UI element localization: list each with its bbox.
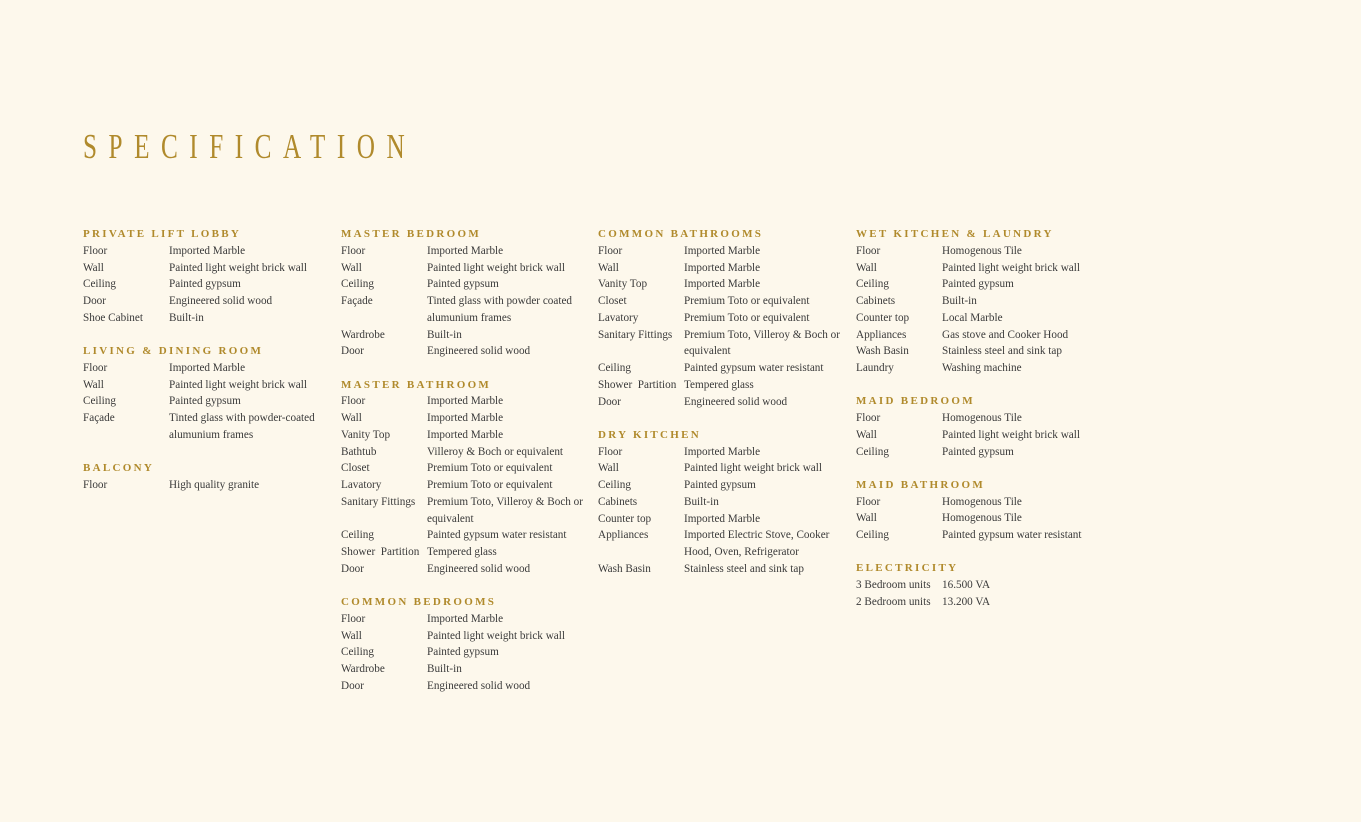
spec-value: Imported Marble [169,244,246,257]
spec-row [598,527,848,561]
spec-row [341,611,591,628]
spec-value: Engineered solid wood [427,345,531,358]
spec-value: Painted gypsum water resistant [942,529,1082,541]
spec-label: Floor [598,445,623,458]
spec-value: Built-in [684,495,719,508]
spec-label: Door [83,295,106,307]
spec-label: Closet [598,295,627,307]
spec-value: Imported Marble [684,261,761,274]
spec-row [341,460,591,477]
spec-row [598,276,848,293]
spec-label: Appliances [856,328,907,341]
section-private-lift-lobby [83,226,333,327]
spec-label: Wall [83,261,104,274]
spec-value: Premium Toto or equivalent [427,462,553,475]
spec-value: Homogenous Tile [942,244,1022,257]
spec-row [341,628,591,645]
spec-value: Homogenous Tile [942,495,1022,508]
spec-row [341,293,591,327]
spec-row [83,393,333,410]
spec-label: Wall [83,378,104,391]
spec-label: Door [341,345,364,358]
section-title: WET KITCHEN & LAUNDRY [856,228,1054,240]
spec-value: Painted gypsum water resistant [684,362,824,374]
spec-value: Imported Marble [684,244,761,257]
spec-label: Wall [856,428,877,441]
spec-row [341,327,591,344]
spec-label: Floor [856,412,881,424]
spec-column-3 [598,226,848,594]
spec-row [856,427,1106,444]
spec-row [598,377,848,394]
spec-label: Ceiling [856,445,889,458]
spec-value: Painted gypsum [942,445,1014,458]
spec-value: Homogenous Tile [942,512,1022,525]
spec-label: Wall [598,261,619,274]
spec-value: Imported Marble [169,361,246,374]
spec-label: 2 Bedroom units [856,595,931,608]
spec-value: Painted light weight brick wall [942,261,1080,274]
spec-row [598,243,848,260]
spec-row [83,243,333,260]
spec-value: Imported Electric Stove, Cooker Hood, Oven, Refrigerator [684,529,830,558]
spec-label: Bathtub [341,445,377,458]
spec-row [83,310,333,327]
spec-row [341,544,591,561]
spec-label: Ceiling [341,278,374,291]
spec-column-2 [341,226,591,711]
spec-row [341,343,591,360]
spec-row [341,527,591,544]
spec-value: Tempered glass [684,378,754,391]
spec-label: Floor [341,612,366,625]
spec-label: Shower Partition [341,546,420,558]
spec-label: Wall [856,261,877,274]
spec-value: Imported Marble [427,612,504,625]
spec-label: Ceiling [598,479,631,491]
spec-label: Floor [83,244,108,257]
spec-label: Vanity Top [598,278,648,291]
spec-row [856,360,1106,377]
spec-value: Imported Marble [427,395,504,408]
spec-row [856,444,1106,461]
spec-label: Ceiling [598,362,631,374]
spec-row [83,276,333,293]
spec-label: Ceiling [341,646,374,659]
spec-row [341,561,591,578]
spec-label: Wall [598,462,619,475]
spec-row [598,360,848,377]
section-title: ELECTRICITY [856,562,959,575]
spec-row [83,410,333,444]
spec-value: Premium Toto or equivalent [427,479,553,491]
spec-value: High quality granite [169,478,260,491]
spec-row [598,494,848,511]
spec-label: Floor [856,495,881,508]
section-master-bathroom [341,377,591,578]
spec-row [341,644,591,661]
spec-label: Shower Partition [598,378,677,391]
spec-value: Premium Toto or equivalent [684,295,810,307]
spec-value: 16.500 VA [942,579,991,591]
spec-row [598,260,848,277]
spec-label: Shoe Cabinet [83,311,143,324]
spec-value: Stainless steel and sink tap [684,562,804,575]
spec-value: Imported Marble [684,445,761,458]
spec-label: Door [341,679,364,692]
spec-label: Wash Basin [598,562,651,575]
spec-value: Washing machine [942,362,1022,374]
spec-value: Homogenous Tile [942,412,1022,424]
section-title: LIVING & DINING ROOM [83,345,264,357]
spec-row [341,678,591,695]
spec-row [341,477,591,494]
spec-label: Façade [83,412,115,424]
spec-value: Tinted glass with powder-coated alumunium frames [169,412,315,441]
spec-label: Floor [341,244,366,257]
spec-value: Built-in [427,328,462,341]
spec-label: Door [341,562,364,575]
spec-row [341,410,591,427]
spec-row [598,477,848,494]
spec-label: Ceiling [856,278,889,291]
spec-row [341,243,591,260]
spec-label: Wardrobe [341,663,385,675]
spec-row [856,527,1106,544]
spec-value: Painted gypsum [427,646,499,659]
spec-label: Wall [341,412,362,424]
spec-value: Engineered solid wood [684,395,788,408]
spec-value: Painted light weight brick wall [942,428,1080,441]
spec-value: Local Marble [942,311,1003,324]
section-title: MAID BEDROOM [856,395,975,408]
spec-row [83,377,333,394]
spec-row [856,577,1106,594]
spec-value: Villeroy & Boch or equivalent [427,445,564,458]
section-title: PRIVATE LIFT LOBBY [83,228,242,240]
section-electricity [856,560,1106,610]
spec-label: Façade [341,295,373,307]
section-title: MAID BATHROOM [856,478,985,491]
spec-value: Imported Marble [427,412,504,424]
spec-value: Painted gypsum [427,278,499,291]
spec-row [856,494,1106,511]
spec-label: Ceiling [83,395,116,408]
spec-row [856,310,1106,327]
spec-row [341,260,591,277]
spec-column-1 [83,226,333,510]
spec-label: Appliances [598,529,649,542]
spec-value: Painted gypsum [169,395,241,408]
section-title: DRY KITCHEN [598,428,702,441]
spec-value: 13.200 VA [942,595,991,608]
spec-label: 3 Bedroom units [856,579,931,591]
spec-label: Wall [341,261,362,274]
spec-row [341,427,591,444]
spec-value: Built-in [942,295,977,307]
spec-row [856,260,1106,277]
spec-value: Premium Toto, Villeroy & Boch or equivalent [684,328,840,358]
spec-label: Lavatory [341,479,382,491]
spec-value: Painted light weight brick wall [427,629,565,642]
spec-value: Tinted glass with powder coated alumunium frames [427,295,573,324]
spec-label: Door [598,395,621,408]
spec-label: Lavatory [598,311,639,324]
spec-label: Wash Basin [856,345,909,358]
spec-value: Painted gypsum [684,479,756,491]
spec-label: Vanity Top [341,428,391,441]
spec-label: Laundry [856,362,894,374]
spec-value: Imported Marble [684,278,761,291]
spec-value: Imported Marble [427,428,504,441]
spec-row [83,360,333,377]
spec-label: Cabinets [856,295,896,307]
section-maid-bedroom [856,393,1106,460]
spec-label: Floor [341,395,366,408]
spec-row [598,327,848,361]
spec-value: Premium Toto, Villeroy & Boch or equivalent [427,495,583,525]
section-maid-bathroom [856,477,1106,544]
spec-row [856,410,1106,427]
spec-value: Stainless steel and sink tap [942,345,1062,358]
spec-value: Painted gypsum [169,278,241,291]
spec-label: Ceiling [856,529,889,541]
spec-row [598,444,848,461]
spec-label: Counter top [598,512,652,525]
spec-row [856,293,1106,310]
spec-value: Gas stove and Cooker Hood [942,328,1069,341]
spec-row [856,594,1106,611]
spec-value: Painted light weight brick wall [427,261,565,274]
section-title: COMMON BATHROOMS [598,228,764,240]
spec-value: Painted light weight brick wall [684,462,822,475]
section-living-dining-room [83,343,333,444]
spec-row [856,510,1106,527]
section-title: BALCONY [83,462,155,474]
spec-value: Premium Toto or equivalent [684,311,810,324]
spec-row [83,260,333,277]
spec-row [83,477,333,494]
spec-row [83,293,333,310]
spec-row [856,327,1106,344]
spec-row [598,460,848,477]
spec-value: Imported Marble [684,512,761,525]
spec-value: Built-in [169,311,204,324]
spec-row [856,276,1106,293]
spec-row [341,661,591,678]
spec-row [598,511,848,528]
spec-label: Wardrobe [341,328,385,341]
spec-label: Floor [598,244,623,257]
spec-value: Tempered glass [427,546,497,558]
spec-label: Floor [856,244,881,257]
spec-row [598,293,848,310]
section-title: COMMON BEDROOMS [341,596,497,608]
section-master-bedroom [341,226,591,360]
spec-row [856,343,1106,360]
spec-label: Sanitary Fittings [341,495,416,508]
spec-value: Painted gypsum [942,278,1014,291]
spec-value: Painted light weight brick wall [169,378,307,391]
section-balcony [83,460,333,494]
spec-value: Engineered solid wood [427,562,531,575]
spec-label: Floor [83,478,108,491]
spec-label: Cabinets [598,495,638,508]
section-common-bathrooms [598,226,848,410]
spec-label: Wall [341,629,362,642]
section-title: MASTER BATHROOM [341,378,492,391]
spec-row [856,243,1106,260]
spec-column-4 [856,226,1106,627]
spec-row [598,310,848,327]
spec-row [598,394,848,411]
spec-label: Wall [856,512,877,525]
spec-value: Built-in [427,663,462,675]
spec-row [341,276,591,293]
spec-label: Counter top [856,311,910,324]
spec-label: Closet [341,462,370,475]
spec-row [341,494,591,528]
spec-value: Engineered solid wood [427,679,531,692]
section-dry-kitchen [598,427,848,578]
spec-label: Ceiling [341,529,374,542]
spec-row [341,444,591,461]
section-common-bedrooms [341,594,591,695]
spec-row [598,561,848,578]
spec-label: Floor [83,361,108,374]
spec-label: Sanitary Fittings [598,328,673,341]
section-title: MASTER BEDROOM [341,228,482,240]
spec-value: Painted gypsum water resistant [427,529,567,542]
section-wet-kitchen-laundry [856,226,1106,377]
spec-label: Ceiling [83,278,116,291]
spec-value: Engineered solid wood [169,295,273,307]
spec-value: Imported Marble [427,244,504,257]
spec-row [341,393,591,410]
page-title: SPECIFICATION [83,127,417,166]
spec-value: Painted light weight brick wall [169,261,307,274]
